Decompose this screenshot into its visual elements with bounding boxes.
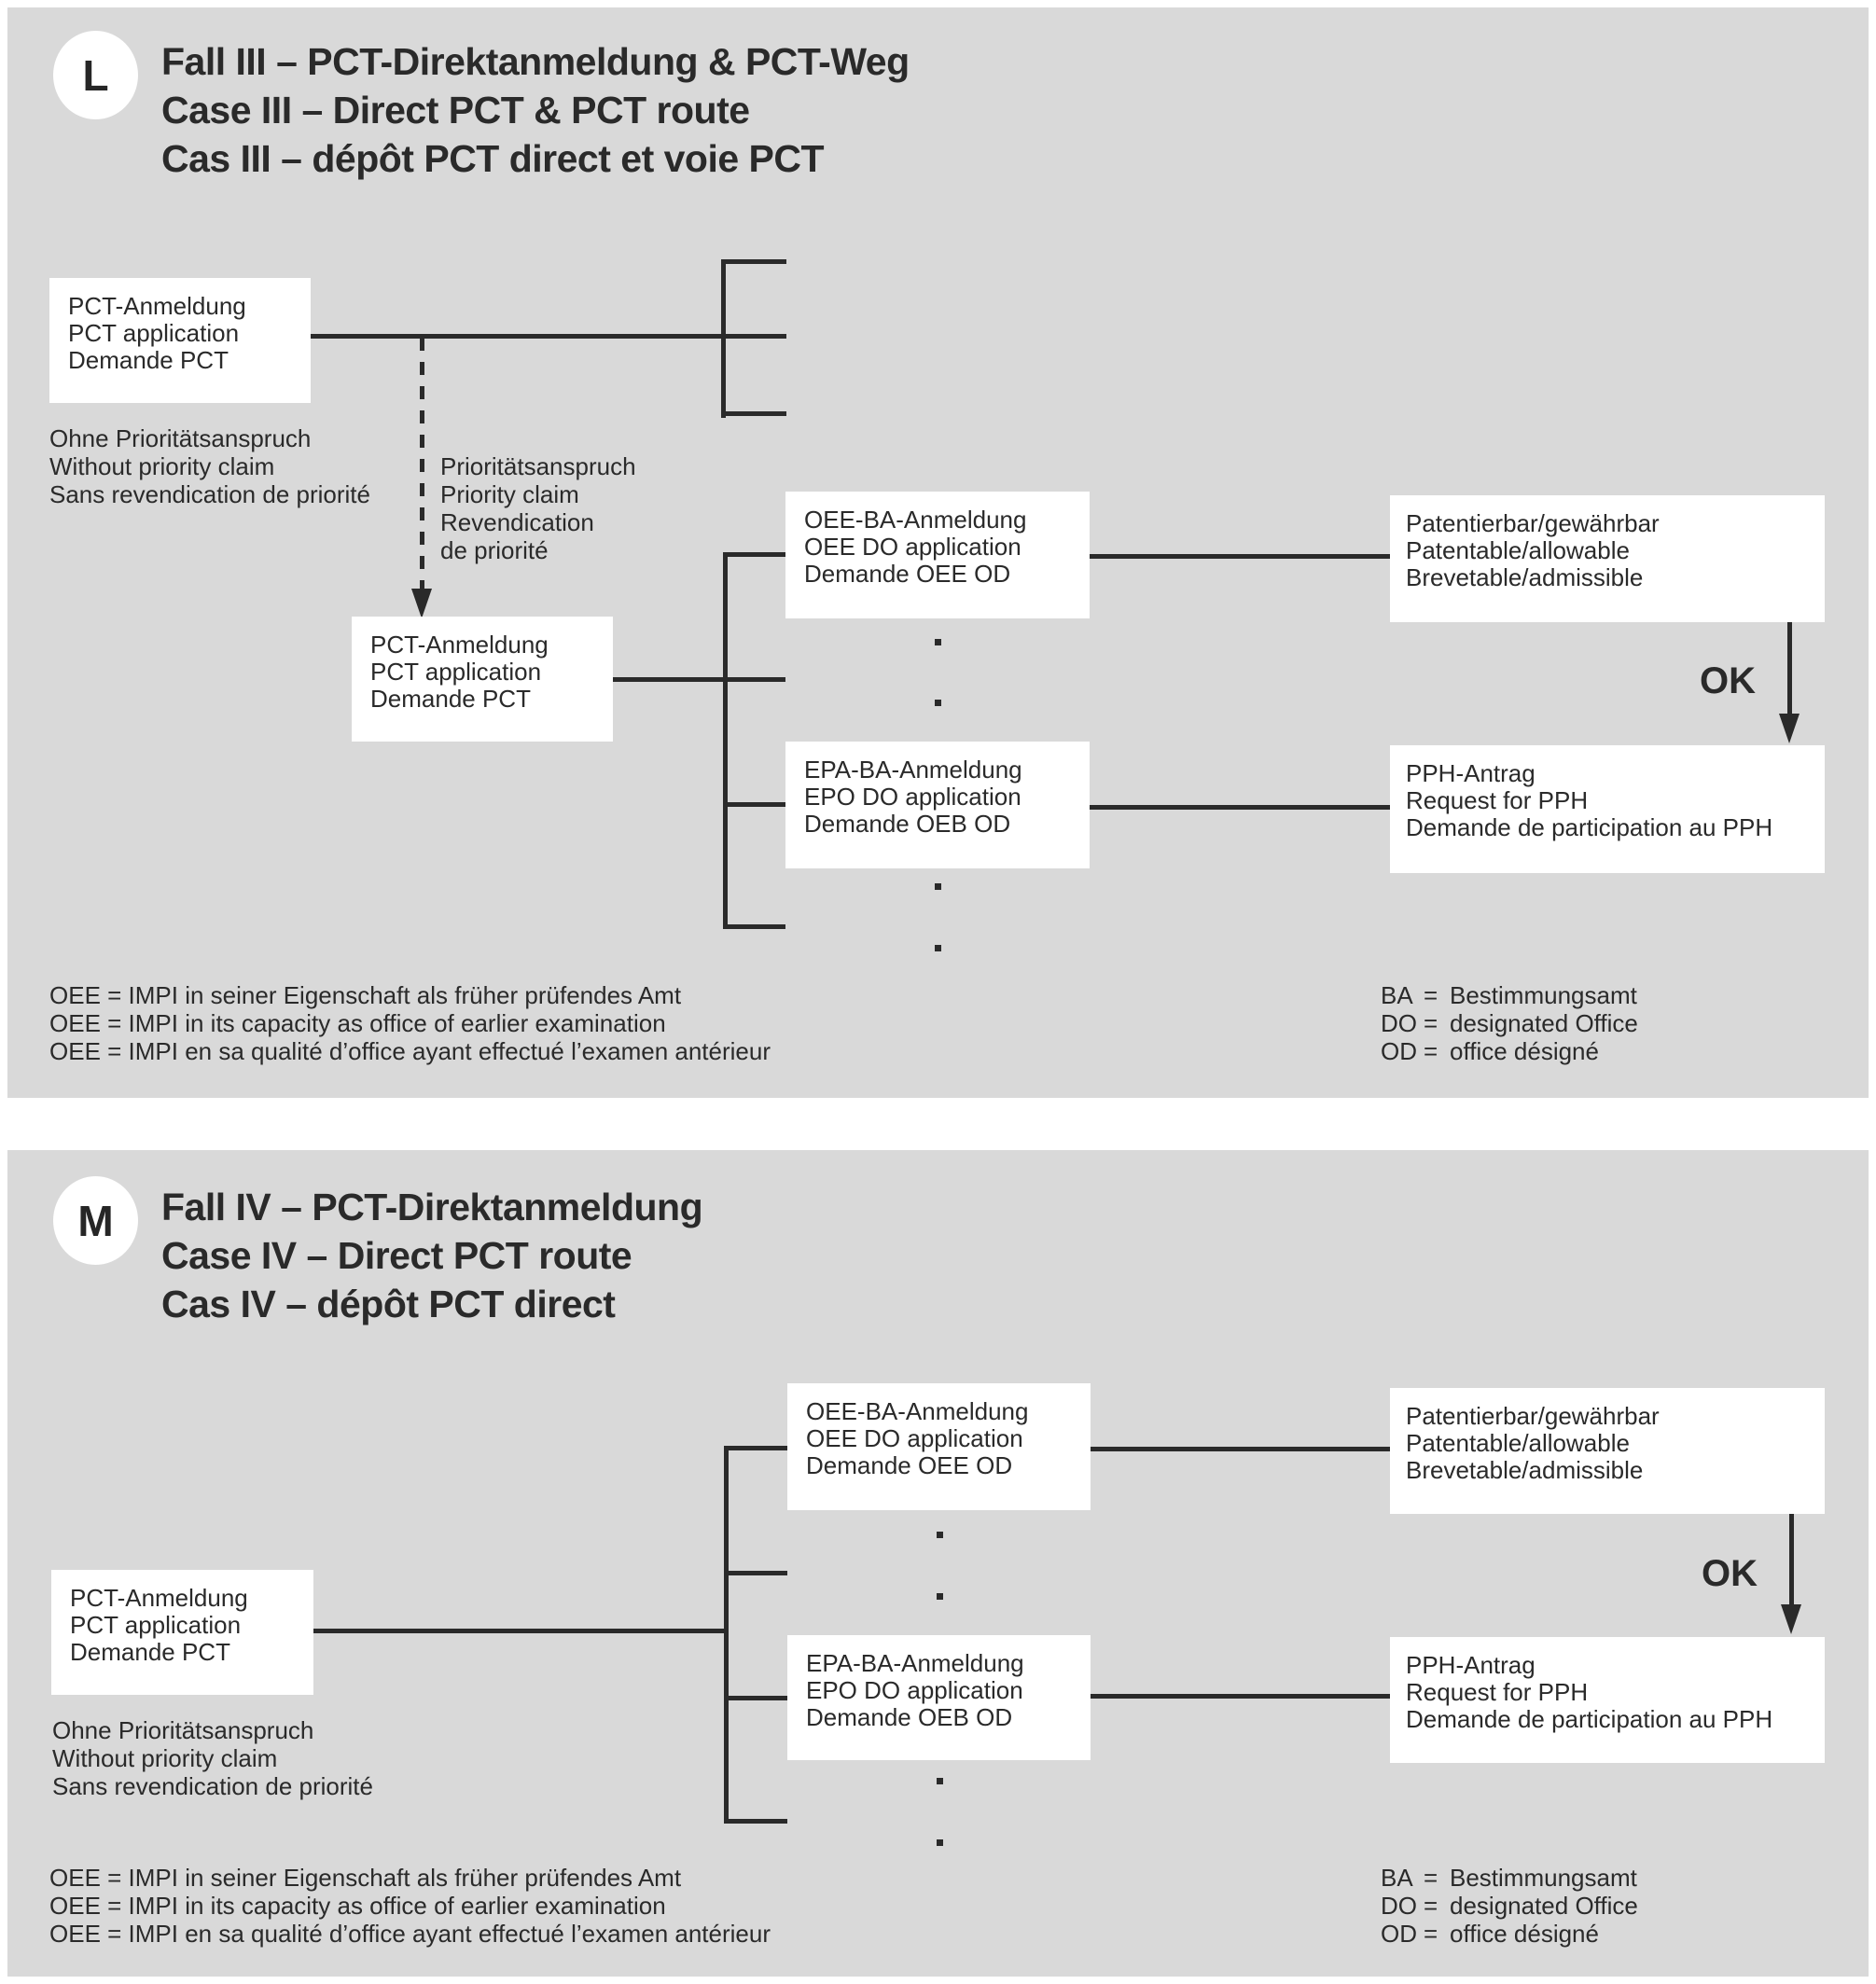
patentable-line-de: Patentierbar/gewährbar — [1406, 1402, 1660, 1430]
pct-application-box — [51, 1570, 313, 1695]
legend-od-def: office désigné — [1450, 1920, 1599, 1948]
priority-claim-label — [440, 452, 636, 564]
connector-pct-to-bracket — [313, 1629, 726, 1633]
pct-box2-line-fr: Demande PCT — [370, 685, 531, 713]
priority-de: Prioritätsanspruch — [440, 452, 636, 480]
patentable-box — [1390, 1388, 1825, 1514]
priority-fr-1: Revendication — [440, 508, 594, 536]
oee-do-application-box — [785, 492, 1090, 618]
connector-pct1-to-bracket — [311, 334, 786, 339]
no-priority-claim-label — [49, 424, 370, 508]
case-4-badge-letter: M — [77, 1196, 114, 1245]
do-bracket-stub-bottom — [724, 1819, 787, 1824]
pph-line-en: Request for PPH — [1406, 1678, 1589, 1706]
top-bracket-stub-lower — [721, 411, 786, 416]
pph-line-de: PPH-Antrag — [1406, 759, 1536, 787]
priority-en: Priority claim — [440, 480, 579, 508]
priority-fr-2: de priorité — [440, 536, 549, 564]
equals-sign: = — [1424, 981, 1438, 1009]
oee-box-line-en: OEE DO application — [804, 533, 1021, 561]
pph-request-box — [1390, 745, 1825, 873]
case-3-title-fr: Cas III – dépôt PCT direct et voie PCT — [161, 137, 825, 180]
pct-application-box-2 — [352, 617, 613, 742]
no-priority-fr: Sans revendication de priorité — [52, 1772, 373, 1800]
legend-do-abbr: DO — [1381, 1892, 1417, 1920]
connector-pct2-to-bracket — [613, 677, 785, 682]
pct-box1-line-en: PCT application — [68, 319, 240, 347]
case-4-title-de: Fall IV – PCT-Direktanmeldung — [161, 1186, 703, 1228]
legend-ba-def: Bestimmungsamt — [1450, 981, 1637, 1009]
do-bracket-vertical — [724, 1446, 729, 1824]
epa-box-line-de: EPA-BA-Anmeldung — [806, 1649, 1024, 1677]
legend-oee-fr: OEE = IMPI en sa qualité d’office ayant effectué l’examen antérieur — [49, 1037, 771, 1065]
pph-line-fr: Demande de participation au PPH — [1406, 813, 1773, 841]
legend-oee-de: OEE = IMPI in seiner Eigenschaft als früher prüfendes Amt — [49, 981, 682, 1009]
epa-box-line-en: EPO DO application — [804, 783, 1021, 811]
case-3-title-en: Case III – Direct PCT & PCT route — [161, 89, 750, 132]
top-bracket-stub-upper — [721, 259, 786, 264]
oee-do-application-box — [787, 1383, 1091, 1510]
patentable-line-de: Patentierbar/gewährbar — [1406, 509, 1660, 537]
do-bracket-stub-epa — [724, 1696, 787, 1700]
ok-arrowhead-icon — [1781, 1604, 1801, 1634]
case-3-title — [161, 37, 910, 183]
legend-oee — [49, 1864, 771, 1948]
ok-label: OK — [1702, 1553, 1758, 1594]
patentable-line-en: Patentable/allowable — [1406, 1429, 1630, 1457]
priority-claim-dashed-line — [420, 338, 424, 590]
ellipsis-dot — [935, 700, 941, 706]
do-bracket-stub-epa — [723, 802, 785, 807]
legend-do-def: designated Office — [1450, 1892, 1638, 1920]
case-4-title — [161, 1183, 702, 1328]
ellipsis-dot — [935, 883, 941, 890]
legend-row-do — [1381, 1009, 1638, 1037]
pph-line-de: PPH-Antrag — [1406, 1651, 1536, 1679]
ellipsis-dot — [937, 1593, 943, 1600]
oee-box-line-en: OEE DO application — [806, 1424, 1023, 1452]
no-priority-en: Without priority claim — [52, 1744, 278, 1772]
case-3-badge — [53, 31, 138, 119]
no-priority-de: Ohne Prioritätsanspruch — [49, 424, 312, 452]
pct-box-line-de: PCT-Anmeldung — [70, 1584, 248, 1612]
ellipsis-dot — [935, 639, 941, 645]
case-4-title-fr: Cas IV – dépôt PCT direct — [161, 1283, 616, 1325]
legend-oee-en: OEE = IMPI in its capacity as office of earlier examination — [49, 1892, 666, 1920]
connector-oee-to-patentable — [1090, 554, 1390, 559]
pph-line-fr: Demande de participation au PPH — [1406, 1705, 1773, 1733]
ok-arrowhead-icon — [1779, 714, 1800, 743]
panel-case-4 — [7, 1150, 1869, 1977]
equals-sign: = — [1424, 1037, 1438, 1065]
epa-do-application-box — [787, 1635, 1091, 1760]
ok-arrow-shaft — [1789, 1514, 1794, 1604]
legend-row-ba — [1381, 981, 1638, 1009]
no-priority-en: Without priority claim — [49, 452, 275, 480]
do-bracket-stub-oee — [724, 1446, 787, 1450]
legend-ba-do-od — [1381, 1864, 1638, 1948]
legend-row-od — [1381, 1037, 1638, 1065]
legend-row-od — [1381, 1920, 1638, 1948]
connector-epa-to-pph — [1090, 805, 1390, 810]
oee-box-line-fr: Demande OEE OD — [806, 1451, 1013, 1479]
pct-box2-line-en: PCT application — [370, 658, 542, 686]
top-bracket-vertical — [721, 259, 726, 418]
legend-oee-en: OEE = IMPI in its capacity as office of earlier examination — [49, 1009, 666, 1037]
legend-od-def: office désigné — [1450, 1037, 1599, 1065]
legend-oee-fr: OEE = IMPI en sa qualité d’office ayant effectué l’examen antérieur — [49, 1920, 771, 1948]
epa-do-application-box — [785, 742, 1090, 868]
oee-box-line-fr: Demande OEE OD — [804, 560, 1011, 588]
legend-do-def: designated Office — [1450, 1009, 1638, 1037]
connector-oee-to-patentable — [1091, 1447, 1390, 1451]
patentable-line-en: Patentable/allowable — [1406, 536, 1630, 564]
oee-box-line-de: OEE-BA-Anmeldung — [804, 506, 1027, 534]
priority-claim-arrowhead-icon — [411, 589, 432, 618]
ellipsis-dot — [937, 1839, 943, 1846]
epa-box-line-fr: Demande OEB OD — [806, 1703, 1013, 1731]
pct-box1-line-fr: Demande PCT — [68, 346, 229, 374]
case-4-title-en: Case IV – Direct PCT route — [161, 1234, 632, 1277]
ok-arrow-shaft — [1787, 622, 1792, 714]
patentable-line-fr: Brevetable/admissible — [1406, 563, 1644, 591]
pct-box2-line-de: PCT-Anmeldung — [370, 631, 549, 659]
pph-request-box — [1390, 1637, 1825, 1763]
no-priority-fr: Sans revendication de priorité — [49, 480, 370, 508]
legend-od-abbr: OD — [1381, 1920, 1417, 1948]
ok-label: OK — [1700, 660, 1756, 701]
epa-box-line-en: EPO DO application — [806, 1676, 1023, 1704]
connector-epa-to-pph — [1091, 1694, 1390, 1699]
pct-box-line-en: PCT application — [70, 1611, 242, 1639]
legend-ba-def: Bestimmungsamt — [1450, 1864, 1637, 1892]
ellipsis-dot — [937, 1532, 943, 1538]
equals-sign: = — [1424, 1920, 1438, 1948]
oee-box-line-de: OEE-BA-Anmeldung — [806, 1397, 1029, 1425]
case-4-badge — [53, 1176, 138, 1265]
legend-row-do — [1381, 1892, 1638, 1920]
case-3-badge-letter: L — [82, 50, 109, 100]
ellipsis-dot — [937, 1778, 943, 1784]
do-bracket-stub-oee — [723, 552, 785, 557]
epa-box-line-de: EPA-BA-Anmeldung — [804, 756, 1022, 784]
pct-application-box-1 — [49, 278, 311, 403]
epa-box-line-fr: Demande OEB OD — [804, 810, 1011, 838]
no-priority-claim-label — [52, 1716, 373, 1800]
legend-ba-abbr: BA — [1381, 1864, 1413, 1892]
panel-case-3 — [7, 7, 1869, 1098]
legend-row-ba — [1381, 1864, 1638, 1892]
legend-do-abbr: DO — [1381, 1009, 1417, 1037]
equals-sign: = — [1424, 1009, 1438, 1037]
do-bracket-vertical — [723, 552, 728, 929]
pct-box1-line-de: PCT-Anmeldung — [68, 292, 246, 320]
do-bracket-stub-middle — [724, 1571, 787, 1575]
legend-ba-do-od — [1381, 981, 1638, 1065]
patentable-line-fr: Brevetable/admissible — [1406, 1456, 1644, 1484]
equals-sign: = — [1424, 1864, 1438, 1892]
case-3-title-de: Fall III – PCT-Direktanmeldung & PCT-Weg — [161, 40, 910, 83]
do-bracket-stub-bottom — [723, 924, 785, 929]
patentable-box — [1390, 495, 1825, 622]
legend-ba-abbr: BA — [1381, 981, 1413, 1009]
pph-line-en: Request for PPH — [1406, 786, 1589, 814]
pct-box-line-fr: Demande PCT — [70, 1638, 230, 1666]
no-priority-de: Ohne Prioritätsanspruch — [52, 1716, 314, 1744]
legend-oee-de: OEE = IMPI in seiner Eigenschaft als früher prüfendes Amt — [49, 1864, 682, 1892]
legend-oee — [49, 981, 771, 1065]
equals-sign: = — [1424, 1892, 1438, 1920]
ellipsis-dot — [935, 945, 941, 951]
legend-od-abbr: OD — [1381, 1037, 1417, 1065]
